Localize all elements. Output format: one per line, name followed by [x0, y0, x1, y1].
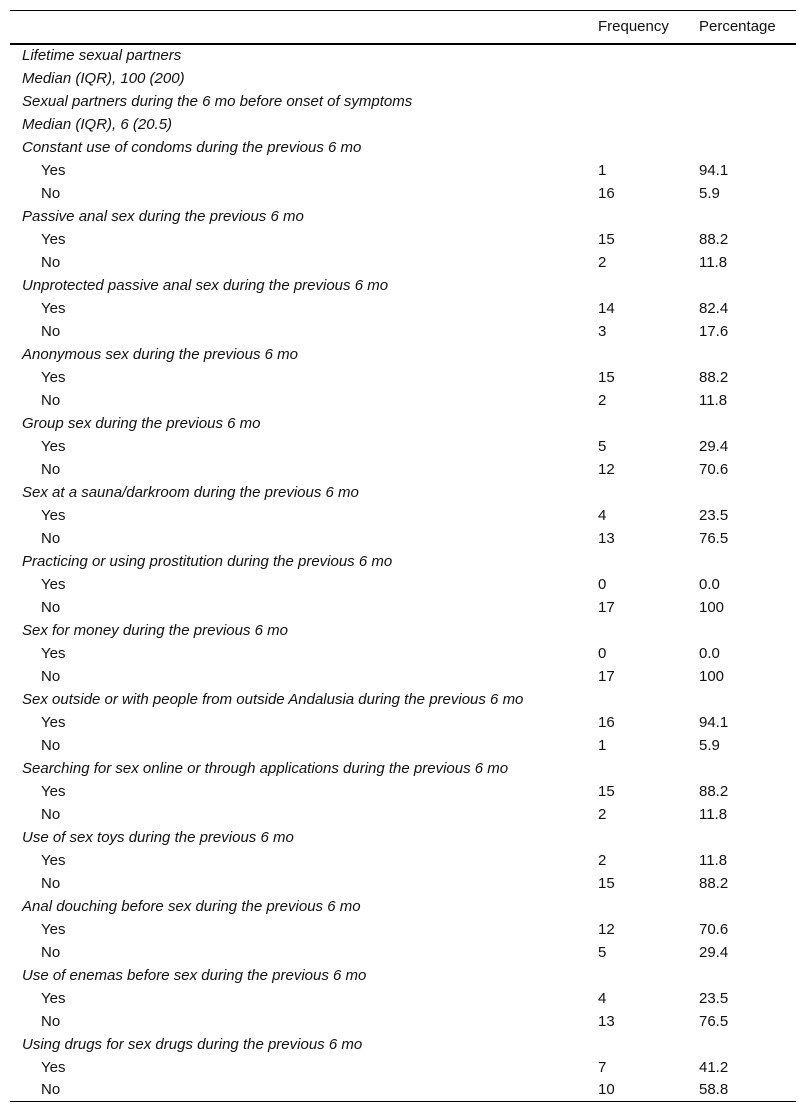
- row-label: Yes: [41, 920, 66, 938]
- row-percentage: 0.0: [699, 644, 720, 662]
- row-percentage: 70.6: [699, 460, 729, 478]
- row-label: Lifetime sexual partners: [22, 47, 182, 64]
- row-frequency: 13: [598, 529, 615, 547]
- row-label: Median (IQR), 6 (20.5): [22, 115, 173, 133]
- row-label: Yes: [41, 782, 66, 800]
- table-section-row: [10, 757, 796, 780]
- row-label: Sex for money during the previous 6 mo: [22, 621, 288, 639]
- row-frequency: 12: [598, 920, 615, 938]
- table-section-row: [10, 688, 796, 711]
- table-row: [10, 504, 796, 527]
- header-frequency: Frequency: [585, 11, 686, 44]
- table-row: [10, 1079, 796, 1102]
- row-frequency: [585, 343, 686, 366]
- row-label: Yes: [41, 161, 66, 179]
- row-label: Searching for sex online or through applications during the previous 6 mo: [22, 759, 509, 777]
- row-label: Constant use of condoms during the previous 6 mo: [22, 138, 362, 156]
- table-section-row: [10, 895, 796, 918]
- table-row: [10, 159, 796, 182]
- row-label: Yes: [41, 644, 66, 662]
- header-label: [10, 11, 585, 44]
- row-frequency: [585, 44, 686, 67]
- row-percentage: 23.5: [699, 506, 729, 524]
- row-percentage: 29.4: [699, 437, 729, 455]
- row-label: No: [41, 460, 61, 478]
- row-label: Anonymous sex during the previous 6 mo: [22, 345, 298, 363]
- table-row: [10, 297, 796, 320]
- row-label: Use of sex toys during the previous 6 mo: [22, 828, 294, 846]
- row-frequency: 2: [598, 391, 607, 409]
- row-frequency: [585, 412, 686, 435]
- row-percentage: 0.0: [699, 575, 720, 593]
- row-label: No: [41, 253, 61, 271]
- table-section-row: [10, 67, 796, 90]
- row-frequency: [585, 113, 686, 136]
- row-percentage: [686, 550, 796, 573]
- table-section-row: [10, 205, 796, 228]
- row-frequency: 2: [598, 253, 607, 271]
- row-frequency: 0: [598, 644, 607, 662]
- row-frequency: 13: [598, 1012, 615, 1030]
- row-label: Yes: [41, 989, 66, 1007]
- row-percentage: 11.8: [699, 805, 728, 823]
- row-label: No: [10, 1079, 585, 1102]
- row-frequency: 16: [598, 184, 615, 202]
- row-frequency: 15: [598, 874, 615, 892]
- row-percentage: [686, 44, 796, 67]
- row-percentage: [686, 343, 796, 366]
- table-row: [10, 458, 796, 481]
- row-percentage: 100: [699, 598, 725, 616]
- table-section-row: [10, 826, 796, 849]
- row-frequency: [585, 481, 686, 504]
- row-percentage: 58.8: [686, 1079, 796, 1102]
- row-label: No: [41, 667, 61, 685]
- table-section-row: [10, 44, 796, 67]
- row-label: No: [41, 805, 61, 823]
- row-label: Passive anal sex during the previous 6 mo: [22, 207, 304, 225]
- row-percentage: [686, 481, 796, 504]
- table-row: [10, 228, 796, 251]
- row-label: Practicing or using prostitution during the previous 6 mo: [22, 552, 393, 570]
- row-label: No: [41, 1012, 61, 1030]
- row-percentage: [686, 688, 796, 711]
- row-frequency: 14: [598, 299, 615, 317]
- row-frequency: 5: [598, 943, 607, 961]
- row-frequency: [585, 757, 686, 780]
- row-frequency: [585, 205, 686, 228]
- row-label: No: [41, 598, 61, 616]
- row-label: Use of enemas before sex during the previous 6 mo: [22, 966, 367, 984]
- table-row: [10, 573, 796, 596]
- table-section-row: [10, 481, 796, 504]
- table-section-row: [10, 113, 796, 136]
- table-row: [10, 642, 796, 665]
- row-percentage: [686, 895, 796, 918]
- row-label: No: [41, 391, 61, 409]
- row-label: Sex outside or with people from outside Andalusia during the previous 6 mo: [22, 690, 524, 708]
- row-frequency: [585, 1033, 686, 1056]
- row-label: Median (IQR), 100 (200): [22, 69, 185, 87]
- table-row: [10, 527, 796, 550]
- row-percentage: 76.5: [699, 1012, 729, 1030]
- table-section-row: [10, 274, 796, 297]
- row-frequency: 7: [598, 1058, 607, 1076]
- table-row: [10, 366, 796, 389]
- row-label: Yes: [41, 1058, 66, 1076]
- row-percentage: [686, 964, 796, 987]
- table-row: [10, 803, 796, 826]
- header-percentage: Percentage: [686, 11, 796, 44]
- table-row: [10, 1010, 796, 1033]
- row-frequency: [585, 895, 686, 918]
- table-row: [10, 918, 796, 941]
- table-section-row: [10, 619, 796, 642]
- row-label: Yes: [41, 713, 66, 731]
- row-percentage: [686, 90, 796, 113]
- row-label: Yes: [41, 299, 66, 317]
- row-percentage: 94.1: [699, 161, 729, 179]
- table-row: [10, 872, 796, 895]
- row-label: Unprotected passive anal sex during the previous 6 mo: [22, 276, 389, 294]
- table-row: [10, 665, 796, 688]
- row-percentage: [686, 826, 796, 849]
- table-row: [10, 711, 796, 734]
- table-row: [10, 435, 796, 458]
- row-frequency: 1: [598, 736, 607, 754]
- row-percentage: 88.2: [699, 368, 729, 386]
- row-percentage: 11.8: [699, 851, 728, 869]
- row-frequency: 3: [598, 322, 607, 340]
- row-percentage: 11.8: [699, 391, 728, 409]
- row-frequency: [585, 90, 686, 113]
- row-frequency: [585, 274, 686, 297]
- row-frequency: 17: [598, 598, 615, 616]
- row-frequency: 12: [598, 460, 615, 478]
- row-percentage: [686, 67, 796, 90]
- row-percentage: 23.5: [699, 989, 729, 1007]
- sexual-behavior-table: [10, 10, 796, 1102]
- row-frequency: 2: [598, 805, 607, 823]
- row-frequency: 15: [598, 368, 615, 386]
- table-row: [10, 734, 796, 757]
- row-percentage: [686, 136, 796, 159]
- table-section-row: [10, 550, 796, 573]
- row-percentage: [686, 205, 796, 228]
- row-frequency: [585, 688, 686, 711]
- table-section-row: [10, 343, 796, 366]
- row-percentage: [686, 113, 796, 136]
- table-section-row: [10, 412, 796, 435]
- row-percentage: 94.1: [699, 713, 729, 731]
- row-frequency: 4: [598, 989, 607, 1007]
- row-percentage: 82.4: [699, 299, 729, 317]
- row-percentage: 88.2: [699, 230, 729, 248]
- row-frequency: 15: [598, 230, 615, 248]
- row-percentage: 5.9: [699, 184, 720, 202]
- table-row: [10, 596, 796, 619]
- row-percentage: [686, 412, 796, 435]
- table-section-row: [10, 964, 796, 987]
- table-row: [10, 182, 796, 205]
- table-row: [10, 941, 796, 964]
- row-label: No: [41, 874, 61, 892]
- row-percentage: 100: [699, 667, 725, 685]
- row-label: Group sex during the previous 6 mo: [22, 414, 261, 432]
- row-percentage: 76.5: [699, 529, 729, 547]
- row-frequency: 0: [598, 575, 607, 593]
- row-frequency: [585, 826, 686, 849]
- row-frequency: 1: [598, 161, 607, 179]
- row-frequency: 4: [598, 506, 607, 524]
- row-frequency: 5: [598, 437, 607, 455]
- row-percentage: [686, 274, 796, 297]
- row-frequency: [585, 67, 686, 90]
- row-percentage: 70.6: [699, 920, 729, 938]
- row-label: Using drugs for sex drugs during the previous 6 mo: [22, 1035, 363, 1053]
- row-label: Sex at a sauna/darkroom during the previous 6 mo: [22, 483, 359, 501]
- table-row: [10, 320, 796, 343]
- row-label: No: [41, 322, 61, 340]
- row-percentage: 88.2: [699, 782, 729, 800]
- row-frequency: [585, 964, 686, 987]
- row-label: Yes: [41, 575, 66, 593]
- row-label: Yes: [41, 230, 66, 248]
- row-percentage: 41.2: [699, 1058, 729, 1076]
- table-row: [10, 987, 796, 1010]
- table-section-row: [10, 90, 796, 113]
- row-percentage: 88.2: [699, 874, 729, 892]
- row-percentage: [686, 757, 796, 780]
- row-frequency: 15: [598, 782, 615, 800]
- row-label: Anal douching before sex during the previous 6 mo: [22, 897, 361, 915]
- row-label: No: [41, 529, 61, 547]
- row-percentage: [686, 619, 796, 642]
- row-frequency: 2: [598, 851, 607, 869]
- table-row: [10, 389, 796, 412]
- row-percentage: 17.6: [699, 322, 729, 340]
- row-frequency: 16: [598, 713, 615, 731]
- row-percentage: 29.4: [699, 943, 729, 961]
- row-percentage: 11.8: [699, 253, 728, 271]
- table-section-row: [10, 1033, 796, 1056]
- row-frequency: [585, 550, 686, 573]
- row-frequency: 17: [598, 667, 615, 685]
- row-label: Yes: [41, 437, 66, 455]
- row-label: Sexual partners during the 6 mo before onset of symptoms: [22, 92, 413, 110]
- row-label: No: [41, 736, 61, 754]
- row-frequency: [585, 619, 686, 642]
- row-frequency: [585, 136, 686, 159]
- table-row: [10, 1056, 796, 1079]
- row-label: Yes: [41, 368, 66, 386]
- row-percentage: [686, 1033, 796, 1056]
- table-row: [10, 849, 796, 872]
- table-body: [10, 44, 796, 1102]
- row-percentage: 5.9: [699, 736, 720, 754]
- row-label: Yes: [41, 506, 66, 524]
- row-label: No: [41, 943, 61, 961]
- row-label: Yes: [41, 851, 66, 869]
- table-row: [10, 780, 796, 803]
- table-section-row: [10, 136, 796, 159]
- table-row: [10, 251, 796, 274]
- row-frequency: 10: [585, 1079, 686, 1102]
- table-header-row: [10, 11, 796, 44]
- row-label: No: [41, 184, 61, 202]
